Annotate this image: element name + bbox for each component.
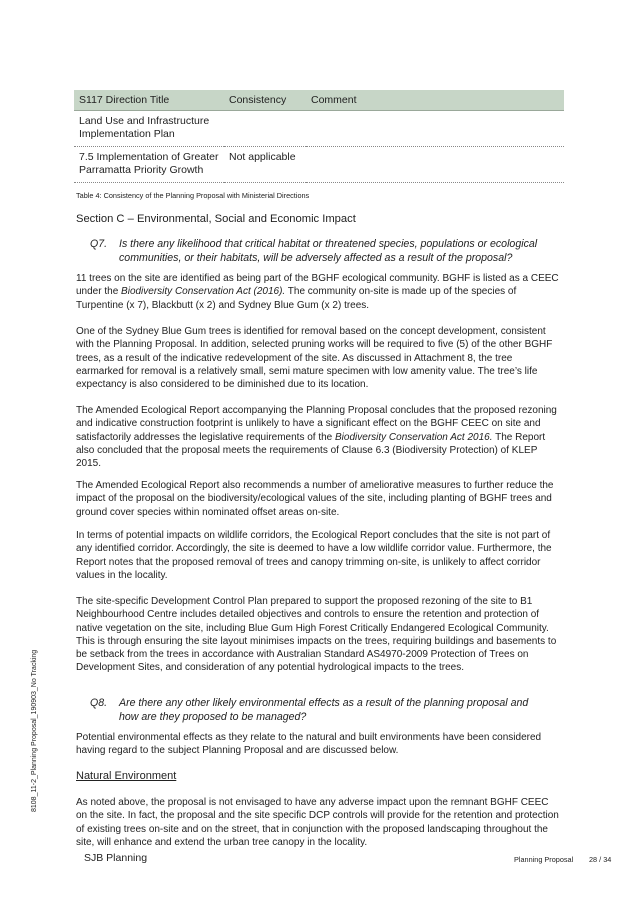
- table-cell-consistency: [224, 111, 306, 147]
- paragraph-environmental-effects: Potential environmental effects as they relate to the natural and built environments have been considered having regard to the subject Planning Proposal and are discussed below.: [76, 732, 542, 757]
- table-cell-consistency: Not applicable: [224, 147, 306, 183]
- question-text: Are there any other likely environmental effects as a result of the planning proposal and how are they proposed to be managed?: [119, 697, 529, 723]
- paragraph-text: 11 trees on the site are identified as being part of the BGHF ecological community. BGHF is listed as a CEEC under the: [76, 273, 559, 298]
- table-row: [74, 147, 564, 183]
- table-header-consistency: Consistency: [224, 90, 306, 111]
- paragraph-corridors: In terms of potential impacts on wildlife corridors, the Ecological Report concludes that the site is not part of any identified corridor. Accordingly, the site is deemed to have a low wildlife corridor value. Furthermore, the Report notes that the proposed removal of trees and canopy trimming on-site, is unlikely to affect corridor values in the locality.: [76, 530, 552, 581]
- table-cell-title: Land Use and Infrastructure Implementation Plan: [74, 111, 224, 147]
- directions-table: [74, 90, 564, 183]
- table-cell-comment: [306, 147, 564, 183]
- footer-document-title: Planning Proposal: [514, 855, 574, 864]
- table-header-row: [74, 90, 564, 111]
- question-q8: [90, 696, 549, 724]
- act-name: Biodiversity Conservation Act (2016).: [121, 286, 286, 298]
- paragraph-natural-environment: As noted above, the proposal is not envisaged to have any adverse impact upon the remnant BGHF CEEC on the site. In fact, the proposal and the site specific DCP controls will provide for the retention and protection of existing trees on-site and on the street, that in conjunction with the proposed landscaping throughout the site, will enhance and extend the urban tree canopy in the locality.: [76, 797, 559, 848]
- act-name: Biodiversity Conservation Act 2016.: [335, 431, 493, 443]
- paragraph-ecological-report: [76, 404, 560, 470]
- paragraph-dcp: The site-specific Development Control Plan prepared to support the proposed rezoning of the site to B1 Neighbourhood Centre includes detailed objectives and controls to ensure the retention and protection of native vegetation on the site, including Blue Gum High Forest Critically Endangered Ecological Community. This is through ensuring the site layout minimises impacts on the trees, requiring buildings and basements to be setback from the trees in accordance with Australian Standard AS4970-2009 Protection of Trees on Development Sites, and consideration of any potential hydrological impacts to the trees.: [76, 596, 557, 674]
- table-caption: Table 4: Consistency of the Planning Proposal with Ministerial Directions: [76, 191, 310, 200]
- footer-company: SJB Planning: [84, 852, 148, 864]
- question-text: Is there any likelihood that critical habitat or threatened species, populations or ecological communities, or their habitats, will be adversely affected as a result of the proposal?: [119, 238, 538, 264]
- question-number: Q8.: [90, 697, 108, 709]
- paragraph-removal: One of the Sydney Blue Gum trees is identified for removal based on the concept development, consistent with the Planning Proposal. In addition, selected pruning works will be required to five (5) of the other BGHF trees, as a result of the indicative redevelopment of the site. As discussed in Attachment 8, the tree earmarked for removal is a relatively small, semi mature specimen with low amenity value. The tree’s life expectancy is also considered to be diminished due to its location.: [76, 326, 553, 391]
- table-row: [74, 111, 564, 147]
- question-number: Q7.: [90, 238, 108, 250]
- table-header-comment: Comment: [306, 90, 564, 111]
- section-title: Section C – Environmental, Social and Economic Impact: [76, 213, 356, 225]
- paragraph-ameliorative: The Amended Ecological Report also recommends a number of ameliorative measures to further reduce the impact of the proposal on the biodiversity/ecological values of the site, including planting of BGHF trees and ground cover species within nominated offset areas on-site.: [76, 480, 554, 518]
- paragraph-text: The Amended Ecological Report accompanying the Planning Proposal concludes that the proposed rezoning and indicative construction footprint is unlikely to have a significant effect on the BGHF CEEC on site and satisfactorily addresses the legislative requirements of the: [76, 405, 557, 443]
- table-header-title: S117 Direction Title: [74, 90, 224, 111]
- paragraph-text: The Report also concluded that the proposal meets the requirements of Clause 6.3 (Biodiversity Protection) of KLEP 2015.: [76, 431, 546, 470]
- side-file-reference: 8108_11-2_Planning Proposal_190903_No Tracking: [31, 649, 38, 812]
- table-cell-title: 7.5 Implementation of Greater Parramatta Priority Growth: [74, 147, 224, 183]
- footer-page-number: 28 / 34: [589, 855, 612, 864]
- question-q7: [90, 237, 549, 265]
- paragraph-text: The community on-site is made up of the species of Turpentine (x 7), Blackbutt (x 2) and Sydney Blue Gum (x 2) trees.: [76, 286, 517, 311]
- paragraph-trees: [76, 272, 560, 312]
- table-cell-comment: [306, 111, 564, 147]
- natural-environment-heading: Natural Environment: [76, 770, 177, 782]
